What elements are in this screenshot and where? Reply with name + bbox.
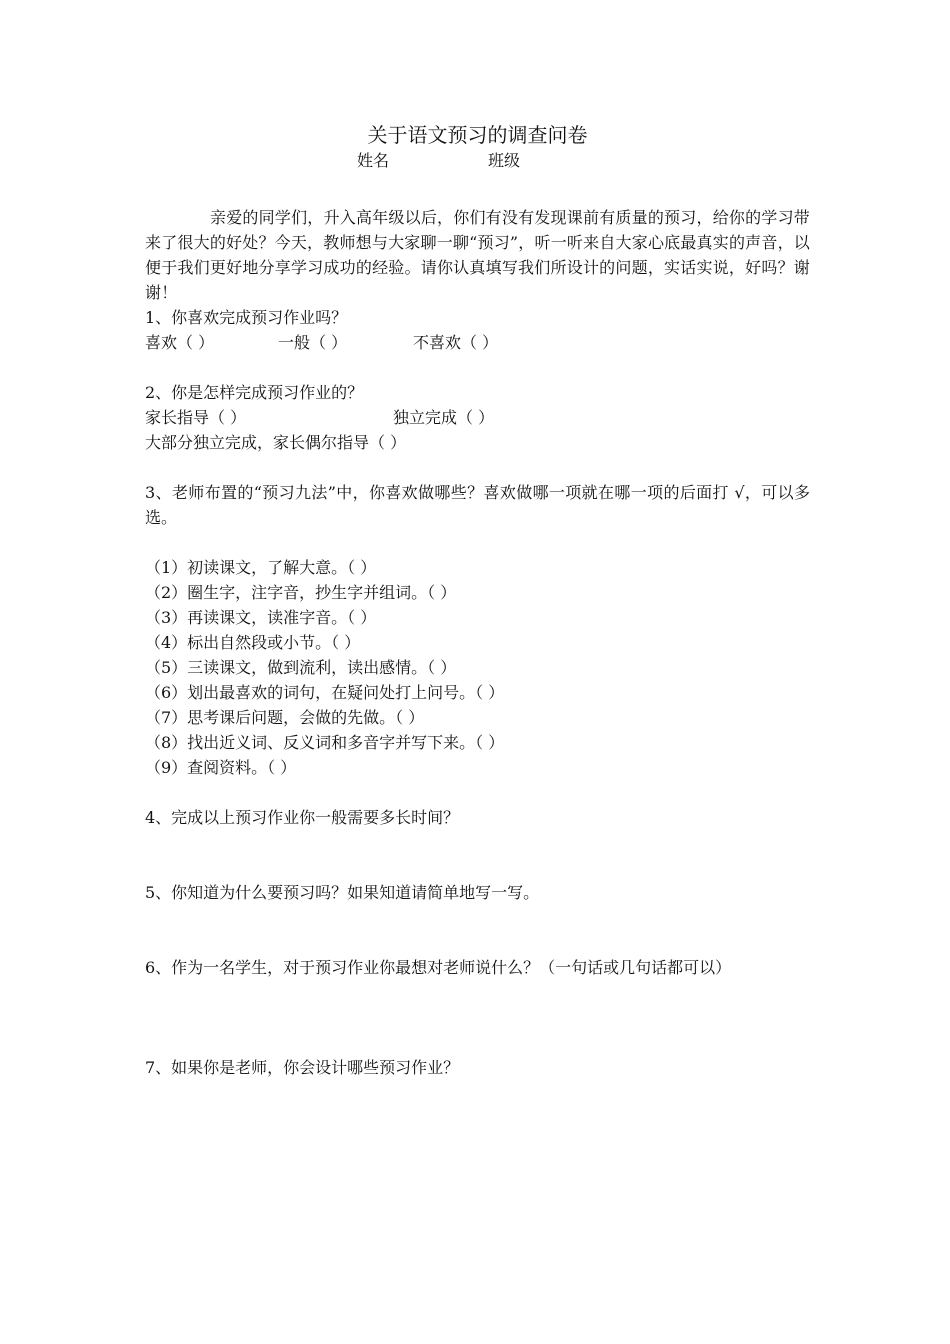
q2-option-mostly-independent: 大部分独立完成，家长偶尔指导（ ） (145, 433, 407, 452)
question-2-options-row2 (145, 430, 810, 455)
question-2-options-row1 (145, 405, 810, 430)
question-6: 6、作为一名学生，对于预习作业你最想对老师说什么？（一句话或几句话都可以） (145, 958, 732, 977)
question-4-answer-space (145, 830, 810, 880)
q3-item: （5）三读课文，做到流利，读出感情。（ ） (145, 658, 457, 677)
question-4: 4、完成以上预习作业你一般需要多长时间？ (145, 808, 460, 827)
q1-option-like: 喜欢（ ） (145, 333, 215, 352)
question-7: 7、如果你是老师，你会设计哪些预习作业？ (145, 1058, 460, 1077)
q1-option-dislike: 不喜欢（ ） (413, 333, 499, 352)
question-1: 1、你喜欢完成预习作业吗？ (145, 308, 348, 327)
question-2: 2、你是怎样完成预习作业的？ (145, 383, 364, 402)
q3-item: （7）思考课后问题，会做的先做。（ ） (145, 708, 425, 727)
question-3: 3、老师布置的“预习九法”中，你喜欢做哪些？喜欢做哪一项就在哪一项的后面打 √，可以多选。 (145, 483, 810, 527)
page-title: 关于语文预习的调查问卷 (367, 123, 588, 147)
q3-item: （8）找出近义词、反义词和多音字并写下来。（ ） (145, 733, 505, 752)
class-label: 班级 (488, 151, 521, 170)
q2-option-independent: 独立完成（ ） (393, 408, 495, 427)
q2-option-parent: 家长指导（ ） (145, 408, 247, 427)
q3-item: （2）圈生字，注字音，抄生字并组词。（ ） (145, 583, 457, 602)
q3-item: （1）初读课文，了解大意。（ ） (145, 558, 377, 577)
q3-item: （3）再读课文，读准字音。（ ） (145, 608, 377, 627)
question-5: 5、你知道为什么要预习吗？如果知道请简单地写一写。 (145, 883, 540, 902)
q3-item: （4）标出自然段或小节。（ ） (145, 633, 361, 652)
q1-option-neutral: 一般（ ） (278, 333, 348, 352)
q3-item: （9）查阅资料。（ ） (145, 758, 297, 777)
question-6-answer-space (145, 980, 810, 1055)
question-5-answer-space (145, 905, 810, 955)
questionnaire-page (145, 120, 810, 1080)
question-1-options (145, 330, 810, 355)
student-info-line (145, 150, 810, 172)
q3-item: （6）划出最喜欢的词句，在疑问处打上问号。（ ） (145, 683, 505, 702)
intro-paragraph: 亲爱的同学们，升入高年级以后，你们有没有发现课前有质量的预习，给你的学习带来了很大的好处？今天，教师想与大家聊一聊“预习”，听一听来自大家心底最真实的声音，以便于我们更好地分享学习成功的经验。请你认真填写我们所设计的问题，实话实说，好吗？谢谢！ (145, 208, 810, 302)
name-label: 姓名 (357, 151, 390, 170)
